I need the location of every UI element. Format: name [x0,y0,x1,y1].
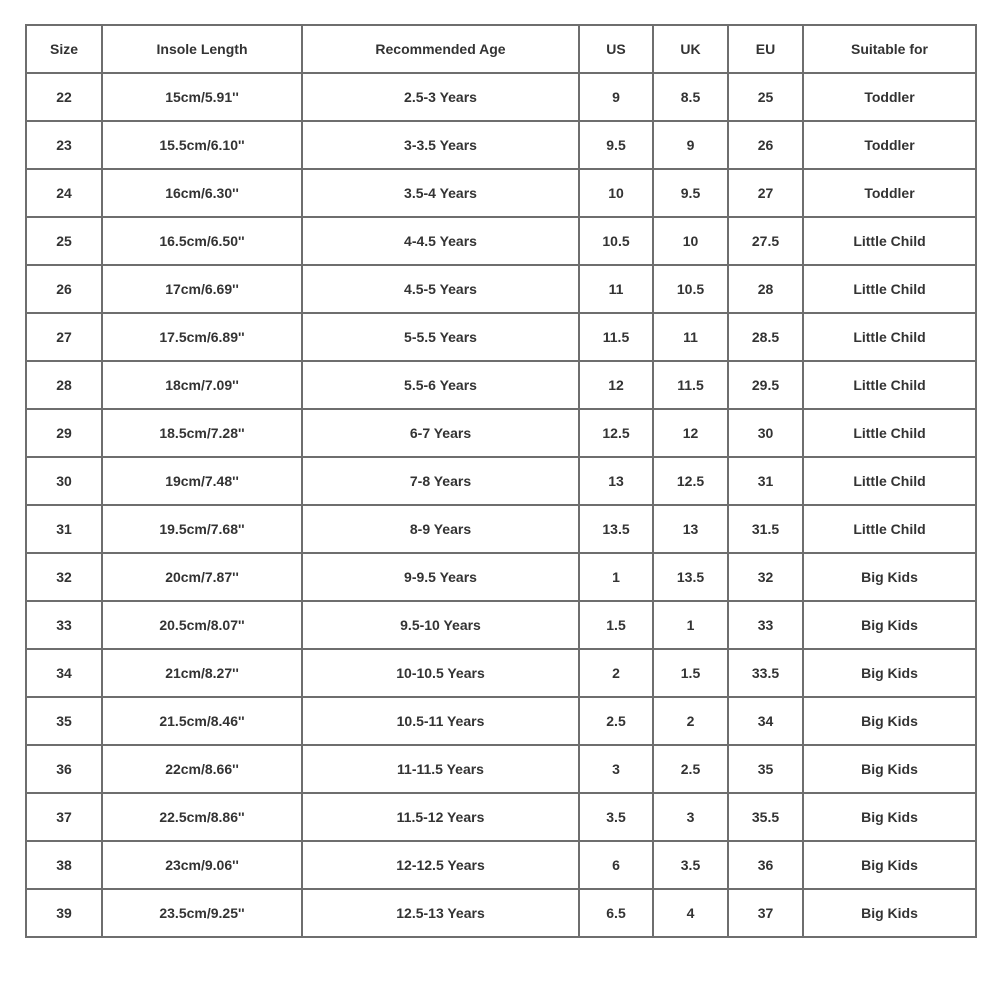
table-row [26,409,976,457]
insole-length-cell: 16.5cm/6.50'' [102,217,302,265]
recommended-age-cell: 10-10.5 Years [302,649,579,697]
eu-cell: 28.5 [728,313,803,361]
us-cell: 12 [579,361,653,409]
size-cell: 35 [26,697,102,745]
recommended-age-cell: 2.5-3 Years [302,73,579,121]
header-insole-length: Insole Length [102,25,302,73]
uk-cell: 1.5 [653,649,728,697]
uk-cell: 1 [653,601,728,649]
us-cell: 2.5 [579,697,653,745]
us-cell: 3.5 [579,793,653,841]
uk-cell: 11 [653,313,728,361]
eu-cell: 35.5 [728,793,803,841]
header-size: Size [26,25,102,73]
table-row [26,649,976,697]
size-cell: 37 [26,793,102,841]
suitable-for-cell: Big Kids [803,745,976,793]
insole-length-cell: 22cm/8.66'' [102,745,302,793]
us-cell: 6.5 [579,889,653,937]
size-cell: 22 [26,73,102,121]
header-suitable-for: Suitable for [803,25,976,73]
insole-length-cell: 18.5cm/7.28'' [102,409,302,457]
insole-length-cell: 17.5cm/6.89'' [102,313,302,361]
size-cell: 29 [26,409,102,457]
uk-cell: 9.5 [653,169,728,217]
eu-cell: 37 [728,889,803,937]
uk-cell: 13.5 [653,553,728,601]
table-row [26,745,976,793]
eu-cell: 33 [728,601,803,649]
table-row [26,361,976,409]
table-row [26,265,976,313]
eu-cell: 35 [728,745,803,793]
recommended-age-cell: 8-9 Years [302,505,579,553]
table-row [26,169,976,217]
eu-cell: 29.5 [728,361,803,409]
table-row [26,73,976,121]
eu-cell: 31.5 [728,505,803,553]
size-cell: 25 [26,217,102,265]
header-row [26,25,976,73]
recommended-age-cell: 4.5-5 Years [302,265,579,313]
us-cell: 10 [579,169,653,217]
insole-length-cell: 15cm/5.91'' [102,73,302,121]
insole-length-cell: 20cm/7.87'' [102,553,302,601]
size-cell: 36 [26,745,102,793]
eu-cell: 30 [728,409,803,457]
us-cell: 13 [579,457,653,505]
uk-cell: 2 [653,697,728,745]
insole-length-cell: 21.5cm/8.46'' [102,697,302,745]
table-row [26,793,976,841]
us-cell: 11 [579,265,653,313]
size-cell: 38 [26,841,102,889]
header-eu: EU [728,25,803,73]
us-cell: 2 [579,649,653,697]
table-row [26,553,976,601]
uk-cell: 11.5 [653,361,728,409]
us-cell: 12.5 [579,409,653,457]
uk-cell: 10 [653,217,728,265]
insole-length-cell: 23.5cm/9.25'' [102,889,302,937]
us-cell: 1.5 [579,601,653,649]
suitable-for-cell: Toddler [803,169,976,217]
recommended-age-cell: 4-4.5 Years [302,217,579,265]
insole-length-cell: 18cm/7.09'' [102,361,302,409]
table-row [26,841,976,889]
eu-cell: 26 [728,121,803,169]
eu-cell: 27 [728,169,803,217]
table-row [26,313,976,361]
table-row [26,697,976,745]
eu-cell: 31 [728,457,803,505]
recommended-age-cell: 3.5-4 Years [302,169,579,217]
suitable-for-cell: Little Child [803,409,976,457]
insole-length-cell: 15.5cm/6.10'' [102,121,302,169]
eu-cell: 28 [728,265,803,313]
suitable-for-cell: Big Kids [803,553,976,601]
uk-cell: 12.5 [653,457,728,505]
uk-cell: 8.5 [653,73,728,121]
suitable-for-cell: Toddler [803,121,976,169]
table-row [26,505,976,553]
eu-cell: 27.5 [728,217,803,265]
size-chart-table [25,24,977,938]
uk-cell: 3 [653,793,728,841]
table-row [26,121,976,169]
insole-length-cell: 21cm/8.27'' [102,649,302,697]
recommended-age-cell: 12-12.5 Years [302,841,579,889]
us-cell: 3 [579,745,653,793]
recommended-age-cell: 3-3.5 Years [302,121,579,169]
suitable-for-cell: Toddler [803,73,976,121]
insole-length-cell: 17cm/6.69'' [102,265,302,313]
eu-cell: 32 [728,553,803,601]
table-row [26,889,976,937]
insole-length-cell: 19cm/7.48'' [102,457,302,505]
uk-cell: 13 [653,505,728,553]
uk-cell: 10.5 [653,265,728,313]
us-cell: 9.5 [579,121,653,169]
uk-cell: 12 [653,409,728,457]
recommended-age-cell: 10.5-11 Years [302,697,579,745]
recommended-age-cell: 9-9.5 Years [302,553,579,601]
uk-cell: 9 [653,121,728,169]
uk-cell: 4 [653,889,728,937]
us-cell: 9 [579,73,653,121]
header-recommended-age: Recommended Age [302,25,579,73]
size-cell: 39 [26,889,102,937]
size-cell: 30 [26,457,102,505]
us-cell: 10.5 [579,217,653,265]
suitable-for-cell: Little Child [803,313,976,361]
insole-length-cell: 22.5cm/8.86'' [102,793,302,841]
size-cell: 32 [26,553,102,601]
size-cell: 33 [26,601,102,649]
header-us: US [579,25,653,73]
table-header [26,25,976,73]
suitable-for-cell: Little Child [803,217,976,265]
suitable-for-cell: Big Kids [803,697,976,745]
size-cell: 28 [26,361,102,409]
eu-cell: 36 [728,841,803,889]
uk-cell: 2.5 [653,745,728,793]
table-row [26,457,976,505]
size-cell: 23 [26,121,102,169]
recommended-age-cell: 7-8 Years [302,457,579,505]
suitable-for-cell: Little Child [803,265,976,313]
table-body [26,73,976,937]
recommended-age-cell: 5.5-6 Years [302,361,579,409]
insole-length-cell: 23cm/9.06'' [102,841,302,889]
recommended-age-cell: 5-5.5 Years [302,313,579,361]
us-cell: 1 [579,553,653,601]
eu-cell: 33.5 [728,649,803,697]
insole-length-cell: 20.5cm/8.07'' [102,601,302,649]
size-cell: 31 [26,505,102,553]
suitable-for-cell: Big Kids [803,601,976,649]
suitable-for-cell: Little Child [803,505,976,553]
suitable-for-cell: Big Kids [803,889,976,937]
size-cell: 26 [26,265,102,313]
suitable-for-cell: Little Child [803,361,976,409]
suitable-for-cell: Little Child [803,457,976,505]
recommended-age-cell: 11-11.5 Years [302,745,579,793]
us-cell: 11.5 [579,313,653,361]
us-cell: 6 [579,841,653,889]
us-cell: 13.5 [579,505,653,553]
recommended-age-cell: 11.5-12 Years [302,793,579,841]
suitable-for-cell: Big Kids [803,841,976,889]
uk-cell: 3.5 [653,841,728,889]
size-cell: 24 [26,169,102,217]
size-cell: 34 [26,649,102,697]
table-row [26,217,976,265]
table-row [26,601,976,649]
recommended-age-cell: 12.5-13 Years [302,889,579,937]
recommended-age-cell: 9.5-10 Years [302,601,579,649]
insole-length-cell: 19.5cm/7.68'' [102,505,302,553]
eu-cell: 25 [728,73,803,121]
size-cell: 27 [26,313,102,361]
header-uk: UK [653,25,728,73]
insole-length-cell: 16cm/6.30'' [102,169,302,217]
suitable-for-cell: Big Kids [803,793,976,841]
suitable-for-cell: Big Kids [803,649,976,697]
recommended-age-cell: 6-7 Years [302,409,579,457]
eu-cell: 34 [728,697,803,745]
